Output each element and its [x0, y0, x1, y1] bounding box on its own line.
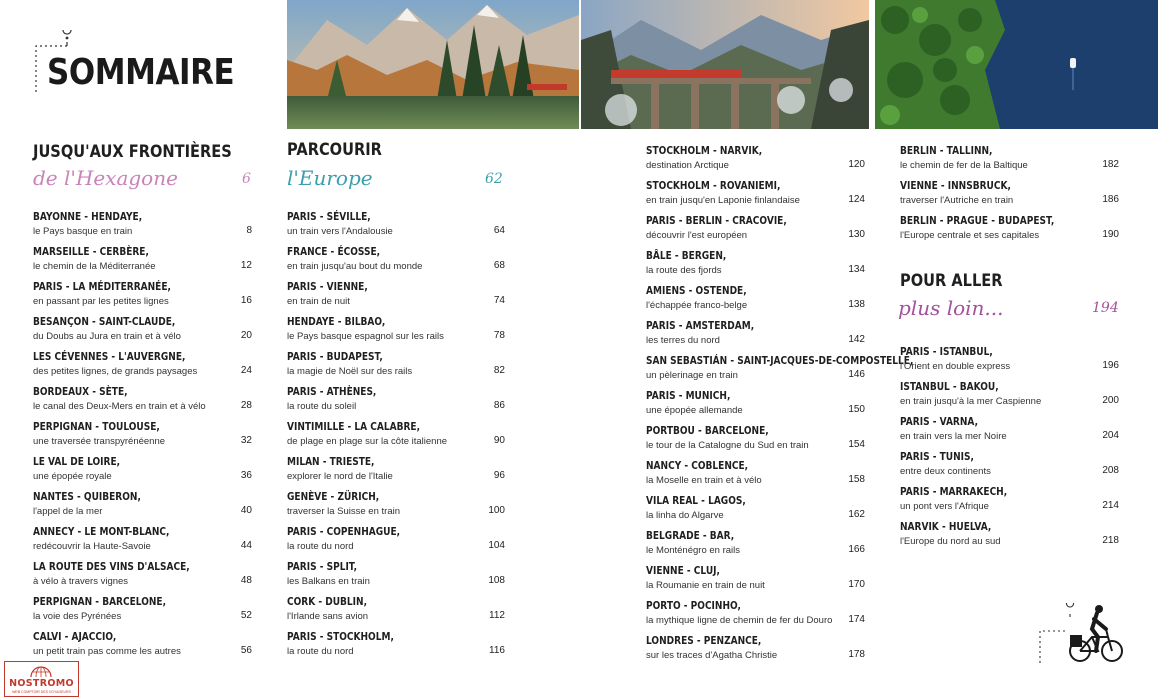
toc-entry [646, 214, 865, 246]
toc-route: PORTO - POCINHO, [646, 599, 741, 612]
toc-page-number: 78 [493, 330, 505, 341]
toc-route: NANCY - COBLENCE, [646, 459, 749, 472]
toc-route: PORTBOU - BARCELONE, [646, 424, 769, 437]
toc-page-number: 8 [246, 225, 252, 236]
toc-page-number: 16 [240, 295, 252, 306]
toc-page-number: 196 [1102, 360, 1119, 371]
toc-page-number: 138 [848, 299, 865, 310]
toc-entry [287, 420, 505, 452]
toc-subtitle: en passant par les petites lignes [33, 296, 169, 307]
toc-page-number: 32 [240, 435, 252, 446]
toc-route: PARIS - MARRAKECH, [900, 485, 1008, 498]
toc-entry [646, 179, 865, 211]
toc-route: NARVIK - HUELVA, [900, 520, 992, 533]
toc-page-number: 112 [489, 610, 505, 621]
toc-route: VILA REAL - LAGOS, [646, 494, 746, 507]
toc-page-number: 82 [493, 365, 505, 376]
toc-page-number: 36 [240, 470, 252, 481]
toc-route: VIENNE - CLUJ, [646, 564, 720, 577]
section-page-number: 62 [485, 171, 503, 187]
toc-page-number: 116 [489, 645, 505, 656]
toc-page-number: 162 [848, 509, 865, 520]
toc-page-number: 154 [848, 439, 865, 450]
toc-page-number: 166 [848, 544, 865, 555]
toc-page-number: 142 [848, 334, 865, 345]
toc-route: BELGRADE - BAR, [646, 529, 735, 542]
toc-page-number: 64 [493, 225, 505, 236]
toc-entry [33, 455, 252, 487]
toc-subtitle: les terres du nord [646, 335, 720, 346]
toc-entry [287, 385, 505, 417]
toc-subtitle: l'Orient en double express [900, 361, 1011, 372]
toc-route: PARIS - LA MÉDITERRANÉE, [33, 280, 171, 293]
toc-route: PARIS - COPENHAGUE, [287, 525, 401, 538]
toc-route: BÂLE - BERGEN, [646, 249, 727, 262]
toc-subtitle: un train vers l'Andalousie [287, 226, 393, 237]
toc-route: PARIS - TUNIS, [900, 450, 974, 463]
toc-subtitle: découvrir l'est européen [646, 230, 748, 241]
toc-route: PARIS - STOCKHOLM, [287, 630, 394, 643]
toc-subtitle: la route du nord [287, 646, 354, 657]
section-page-number: 6 [242, 171, 251, 187]
toc-entry [900, 179, 1119, 211]
toc-route: PERPIGNAN - BARCELONE, [33, 595, 167, 608]
section-script-title: plus loin... [898, 296, 1004, 320]
toc-page-number: 200 [1102, 395, 1119, 406]
toc-entry [646, 564, 865, 596]
toc-subtitle: traverser l'Autriche en train [900, 195, 1014, 206]
toc-route: MARSEILLE - CERBÈRE, [33, 245, 149, 258]
section-page-number: 194 [1092, 300, 1119, 316]
toc-route: PARIS - SÉVILLE, [287, 210, 371, 223]
toc-subtitle: en train jusqu'à la mer Caspienne [900, 396, 1042, 407]
toc-subtitle: l'Europe du nord au sud [900, 536, 1001, 547]
toc-route: VINTIMILLE - LA CALABRE, [287, 420, 421, 433]
toc-subtitle: en train vers la mer Noire [900, 431, 1007, 442]
toc-subtitle: en train jusqu'en Laponie finlandaise [646, 195, 800, 206]
toc-entry [900, 214, 1119, 246]
toc-page-number: 96 [493, 470, 505, 481]
toc-entry [646, 494, 865, 526]
toc-route: AMIENS - OSTENDE, [646, 284, 747, 297]
toc-subtitle: explorer le nord de l'Italie [287, 471, 393, 482]
toc-route: LONDRES - PENZANCE, [646, 634, 762, 647]
toc-entry [33, 385, 252, 417]
toc-route: PARIS - BERLIN - CRACOVIE, [646, 214, 787, 227]
toc-entry [900, 450, 1119, 482]
toc-page-number: 170 [848, 579, 865, 590]
toc-route: BERLIN - TALLINN, [900, 144, 993, 157]
toc-subtitle: les Balkans en train [287, 576, 370, 587]
toc-page-number: 40 [240, 505, 252, 516]
toc-entry [646, 144, 865, 176]
toc-entry [900, 345, 1119, 377]
toc-subtitle: l'échappée franco-belge [646, 300, 748, 311]
toc-page-number: 120 [848, 159, 865, 170]
toc-page-number: 158 [848, 474, 865, 485]
toc-entry [287, 595, 505, 627]
toc-route: BAYONNE - HENDAYE, [33, 210, 143, 223]
toc-route: ANNECY - LE MONT-BLANC, [33, 525, 170, 538]
toc-entry [287, 315, 505, 347]
toc-route: PARIS - SPLIT, [287, 560, 358, 573]
toc-entry [287, 210, 505, 242]
toc-page-number: 86 [493, 400, 505, 411]
section-heading: JUSQU'AUX FRONTIÈRES [33, 142, 232, 162]
toc-page-number: 56 [240, 645, 252, 656]
toc-subtitle: des petites lignes, de grands paysages [33, 366, 198, 377]
toc-entry [900, 144, 1119, 176]
toc-page-number: 24 [240, 365, 252, 376]
toc-subtitle: le Pays basque espagnol sur les rails [287, 331, 444, 342]
toc-route: LES CÉVENNES - L'AUVERGNE, [33, 350, 186, 363]
toc-subtitle: traverser la Suisse en train [287, 506, 400, 517]
toc-subtitle: entre deux continents [900, 466, 991, 477]
toc-route: BORDEAUX - SÈTE, [33, 385, 128, 398]
toc-entry [33, 350, 252, 382]
toc-page-number: 48 [240, 575, 252, 586]
toc-entry [33, 280, 252, 312]
toc-subtitle: destination Arctique [646, 160, 729, 171]
toc-entry [287, 525, 505, 557]
toc-subtitle: le chemin de fer de la Baltique [900, 160, 1028, 171]
section-script-title: l'Europe [287, 166, 373, 190]
toc-route: BESANÇON - SAINT-CLAUDE, [33, 315, 176, 328]
toc-page-number: 44 [240, 540, 252, 551]
toc-subtitle: en train jusqu'au bout du monde [287, 261, 423, 272]
toc-subtitle: une traversée transpyrénéenne [33, 436, 166, 447]
toc-entry [646, 319, 865, 351]
toc-page-number: 68 [493, 260, 505, 271]
toc-route: CORK - DUBLIN, [287, 595, 368, 608]
toc-entry [287, 560, 505, 592]
forest-water-aerial-photo [875, 0, 1158, 129]
toc-page-number: 208 [1102, 465, 1119, 476]
nostromo-logo [4, 661, 79, 697]
toc-route: NANTES - QUIBERON, [33, 490, 141, 503]
toc-page-number: 124 [848, 194, 865, 205]
toc-subtitle: le Pays basque en train [33, 226, 133, 237]
toc-route: PARIS - ATHÈNES, [287, 385, 377, 398]
toc-subtitle: le canal des Deux-Mers en train et à vélo [33, 401, 206, 412]
toc-entry [900, 520, 1119, 552]
toc-subtitle: l'appel de la mer [33, 506, 103, 517]
toc-route: LE VAL DE LOIRE, [33, 455, 121, 468]
toc-entry [287, 280, 505, 312]
toc-subtitle: une épopée allemande [646, 405, 743, 416]
toc-route: CALVI - AJACCIO, [33, 630, 117, 643]
mountain-lake-photo [287, 0, 579, 129]
toc-route: SAN SEBASTIÁN - SAINT-JACQUES-DE-COMPOSTELLE, [646, 354, 914, 367]
section-script-title: de l'Hexagone [33, 166, 178, 190]
toc-entry [33, 420, 252, 452]
toc-entry [646, 424, 865, 456]
toc-entry [900, 415, 1119, 447]
toc-route: PARIS - AMSTERDAM, [646, 319, 755, 332]
toc-entry [33, 525, 252, 557]
toc-subtitle: la mythique ligne de chemin de fer du Douro [646, 615, 833, 626]
toc-route: ISTANBUL - BAKOU, [900, 380, 999, 393]
toc-entry [646, 599, 865, 631]
toc-page-number: 100 [488, 505, 505, 516]
toc-subtitle: la route des fjords [646, 265, 722, 276]
toc-subtitle: un pont vers l'Afrique [900, 501, 989, 512]
toc-subtitle: du Doubs au Jura en train et à vélo [33, 331, 181, 342]
toc-page-number: 150 [848, 404, 865, 415]
toc-subtitle: à vélo à travers vignes [33, 576, 129, 587]
toc-page-number: 12 [240, 260, 252, 271]
cyclist-icon [1036, 603, 1128, 665]
toc-page-number: 190 [1102, 229, 1119, 240]
toc-page-number: 204 [1102, 430, 1119, 441]
toc-subtitle: redécouvrir la Haute-Savoie [33, 541, 151, 552]
toc-page-number: 182 [1102, 159, 1119, 170]
toc-entry [287, 455, 505, 487]
toc-subtitle: en train de nuit [287, 296, 350, 307]
toc-subtitle: sur les traces d'Agatha Christie [646, 650, 778, 661]
toc-page-number: 130 [848, 229, 865, 240]
toc-subtitle: la magie de Noël sur des rails [287, 366, 413, 377]
toc-route: PARIS - BUDAPEST, [287, 350, 383, 363]
toc-subtitle: la linha do Algarve [646, 510, 724, 521]
toc-subtitle: le Monténégro en rails [646, 545, 740, 556]
toc-entry [646, 284, 865, 316]
toc-page-number: 90 [493, 435, 505, 446]
toc-page-number: 28 [240, 400, 252, 411]
toc-page-number: 186 [1102, 194, 1119, 205]
toc-entry [33, 595, 252, 627]
viaduct-train-photo [581, 0, 869, 129]
toc-subtitle: un petit train pas comme les autres [33, 646, 181, 657]
toc-entry [646, 634, 865, 666]
toc-subtitle: la Moselle en train et à vélo [646, 475, 762, 486]
toc-page-number: 178 [848, 649, 865, 660]
toc-entry [646, 529, 865, 561]
toc-page-number: 134 [848, 264, 865, 275]
toc-route: PERPIGNAN - TOULOUSE, [33, 420, 160, 433]
toc-route: FRANCE - ÉCOSSE, [287, 245, 381, 258]
toc-subtitle: l'Irlande sans avion [287, 611, 369, 622]
toc-subtitle: de plage en plage sur la côte italienne [287, 436, 448, 447]
toc-entry [33, 210, 252, 242]
toc-entry [646, 459, 865, 491]
toc-route: GENÈVE - ZÜRICH, [287, 490, 380, 503]
toc-subtitle: une épopée royale [33, 471, 112, 482]
toc-subtitle: un pèlerinage en train [646, 370, 738, 381]
section-heading: PARCOURIR [287, 140, 382, 160]
toc-page-number: 218 [1102, 535, 1119, 546]
page-title: SOMMAIRE [47, 52, 235, 93]
toc-entry [287, 350, 505, 382]
toc-subtitle: la route du nord [287, 541, 354, 552]
toc-page-number: 74 [493, 295, 505, 306]
toc-entry [287, 490, 505, 522]
toc-subtitle: la Roumanie en train de nuit [646, 580, 765, 591]
toc-page-number: 174 [848, 614, 865, 625]
toc-page-number: 214 [1102, 500, 1119, 511]
toc-entry [287, 630, 505, 662]
toc-entry [33, 315, 252, 347]
toc-subtitle: le chemin de la Méditerranée [33, 261, 156, 272]
toc-page-number: 104 [488, 540, 505, 551]
toc-route: PARIS - VARNA, [900, 415, 979, 428]
toc-page-number: 108 [488, 575, 505, 586]
logo-name: NOSTROMO [9, 678, 74, 689]
toc-route: PARIS - ISTANBUL, [900, 345, 993, 358]
logo-tagline: WEB COMPTOIR DES VOYAGEURS [12, 690, 71, 694]
toc-entry [33, 560, 252, 592]
toc-page-number: 52 [240, 610, 252, 621]
toc-route: LA ROUTE DES VINS D'ALSACE, [33, 560, 190, 573]
toc-subtitle: la route du soleil [287, 401, 357, 412]
toc-route: STOCKHOLM - ROVANIEMI, [646, 179, 781, 192]
toc-route: PARIS - MUNICH, [646, 389, 731, 402]
toc-route: BERLIN - PRAGUE - BUDAPEST, [900, 214, 1055, 227]
toc-entry [900, 485, 1119, 517]
toc-route: MILAN - TRIESTE, [287, 455, 375, 468]
section-heading: POUR ALLER [900, 271, 1003, 291]
toc-entry [646, 249, 865, 281]
toc-subtitle: l'Europe centrale et ses capitales [900, 230, 1040, 241]
toc-entry [33, 630, 252, 662]
toc-subtitle: le tour de la Catalogne du Sud en train [646, 440, 809, 451]
toc-page-number: 20 [240, 330, 252, 341]
toc-entry [33, 245, 252, 277]
toc-subtitle: la voie des Pyrénées [33, 611, 122, 622]
toc-entry [646, 354, 914, 386]
toc-route: HENDAYE - BILBAO, [287, 315, 386, 328]
toc-entry [646, 389, 865, 421]
toc-route: PARIS - VIENNE, [287, 280, 368, 293]
toc-entry [33, 490, 252, 522]
toc-page-number: 146 [848, 369, 865, 380]
toc-route: VIENNE - INNSBRUCK, [900, 179, 1011, 192]
toc-entry [900, 380, 1119, 412]
toc-route: STOCKHOLM - NARVIK, [646, 144, 763, 157]
toc-entry [287, 245, 505, 277]
